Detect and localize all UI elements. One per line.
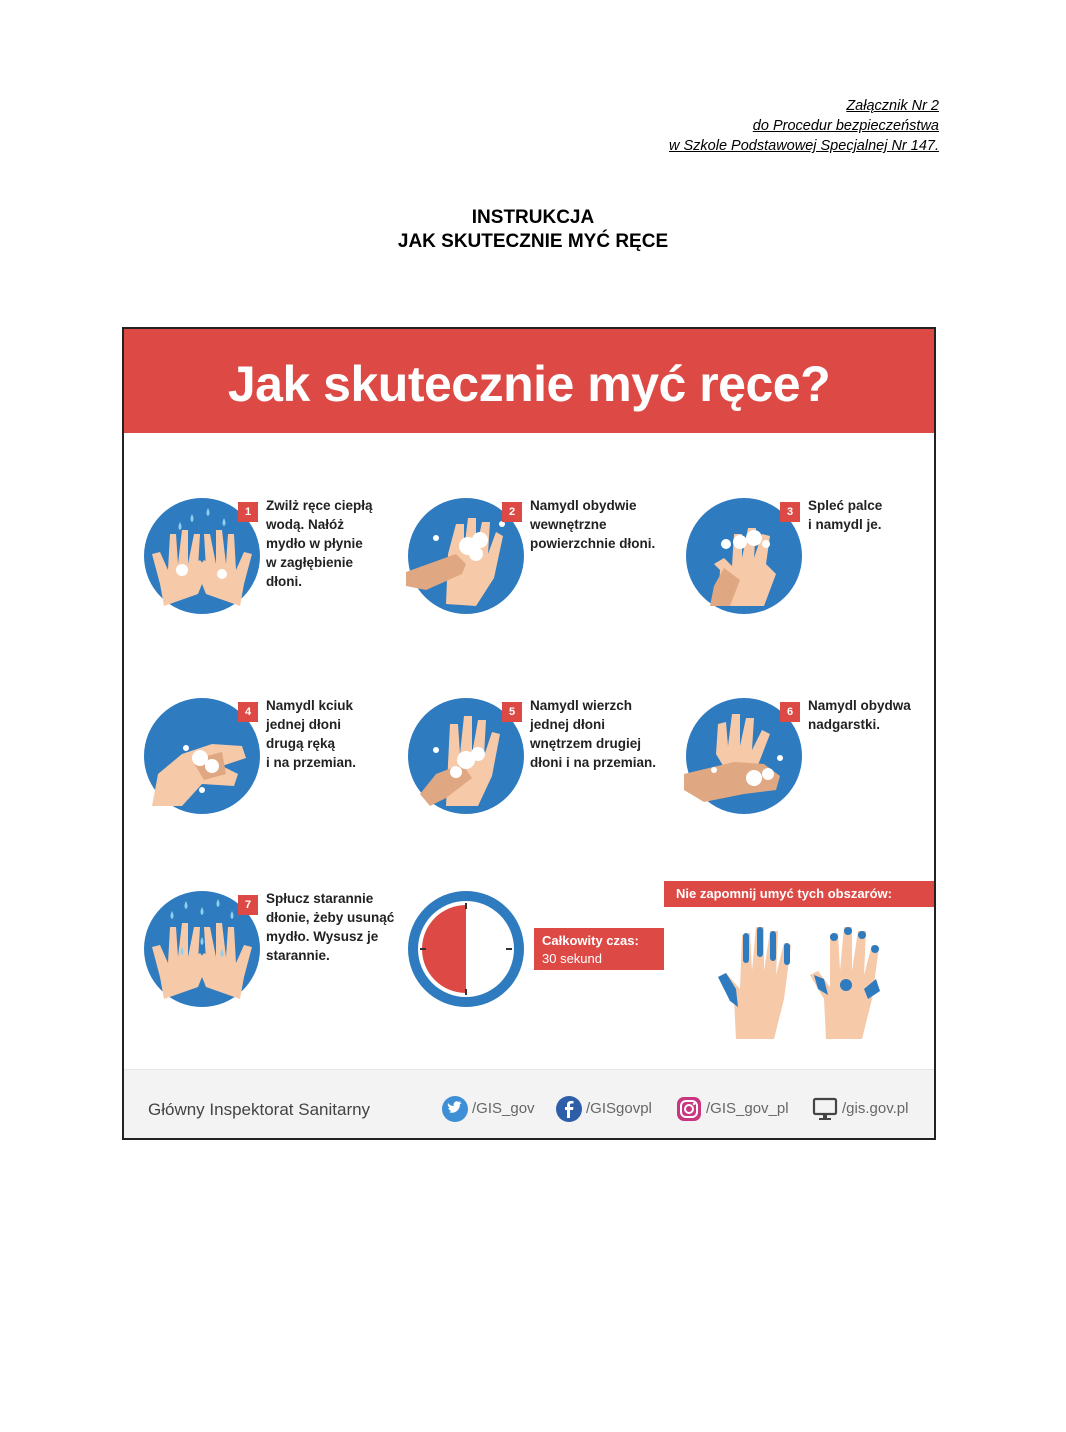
document-title-line-2: JAK SKUTECZNIE MYĆ RĘCE xyxy=(397,231,669,252)
document-title-line-1: INSTRUKCJA xyxy=(471,207,595,228)
poster-footer xyxy=(124,1069,934,1140)
annex-note xyxy=(669,96,939,156)
step-6-number: 6 xyxy=(780,702,800,722)
organization-name: Główny Inspektorat Sanitarny xyxy=(148,1100,371,1119)
remember-banner: Nie zapomnij umyć tych obszarów: xyxy=(664,881,936,907)
step-4 xyxy=(142,694,412,854)
step-6-text: Namydl obydwa nadgarstki. xyxy=(808,698,911,732)
step-5 xyxy=(406,694,676,854)
twitter-handle: /GIS_gov xyxy=(472,1100,535,1117)
step-5-number: 5 xyxy=(502,702,522,722)
website-link[interactable] xyxy=(812,1096,922,1122)
total-time-value: 30 sekund xyxy=(542,951,602,966)
instagram-icon xyxy=(676,1096,702,1122)
total-time-badge xyxy=(534,928,664,970)
hand-areas-icon xyxy=(714,919,884,1044)
step-3-text: Spleć palce i namydl je. xyxy=(808,498,883,532)
step-1 xyxy=(142,494,412,654)
poster-title: Jak skutecznie myć ręce? xyxy=(124,329,934,433)
step-3 xyxy=(684,494,936,654)
timer-icon xyxy=(406,887,536,1017)
step-6 xyxy=(684,694,936,854)
handwashing-poster xyxy=(122,327,936,1140)
step-4-text: Namydl kciuk jednej dłoni drugą ręką i na przemian. xyxy=(266,698,357,770)
step-2-text: Namydl obydwie wewnętrzne powierzchnie dłoni. xyxy=(530,498,656,551)
step-7 xyxy=(142,887,412,1047)
step-3-number: 3 xyxy=(780,502,800,522)
twitter-link[interactable] xyxy=(442,1096,542,1122)
annex-line-3: w Szkole Podstawowej Specjalnej Nr 147. xyxy=(669,138,939,154)
step-2-number: 2 xyxy=(502,502,522,522)
facebook-handle: /GISgovpl xyxy=(586,1100,652,1117)
annex-line-1: Załącznik Nr 2 xyxy=(846,98,939,114)
step-7-number: 7 xyxy=(238,895,258,915)
timer xyxy=(406,887,536,1017)
annex-line-2: do Procedur bezpieczeństwa xyxy=(752,118,939,134)
twitter-icon xyxy=(442,1096,468,1122)
step-2 xyxy=(406,494,676,654)
website-url: /gis.gov.pl xyxy=(842,1100,909,1117)
total-time-label: Całkowity czas: xyxy=(542,933,639,948)
facebook-link[interactable] xyxy=(556,1096,666,1122)
facebook-icon xyxy=(556,1096,582,1122)
instagram-link[interactable] xyxy=(676,1096,796,1122)
step-5-text: Namydl wierzch jednej dłoni wnętrzem drugiej dłoni i na przemian. xyxy=(530,698,657,770)
step-4-number: 4 xyxy=(238,702,258,722)
step-7-text: Spłucz starannie dłonie, żeby usunąć mydło. Wysusz je starannie. xyxy=(266,891,395,963)
document-title xyxy=(0,206,1066,254)
monitor-icon xyxy=(812,1096,838,1122)
instagram-handle: /GIS_gov_pl xyxy=(706,1100,789,1117)
step-1-number: 1 xyxy=(238,502,258,522)
step-1-text: Zwilż ręce ciepłą wodą. Nałóż mydło w płynie w zagłębienie dłoni. xyxy=(266,498,373,589)
